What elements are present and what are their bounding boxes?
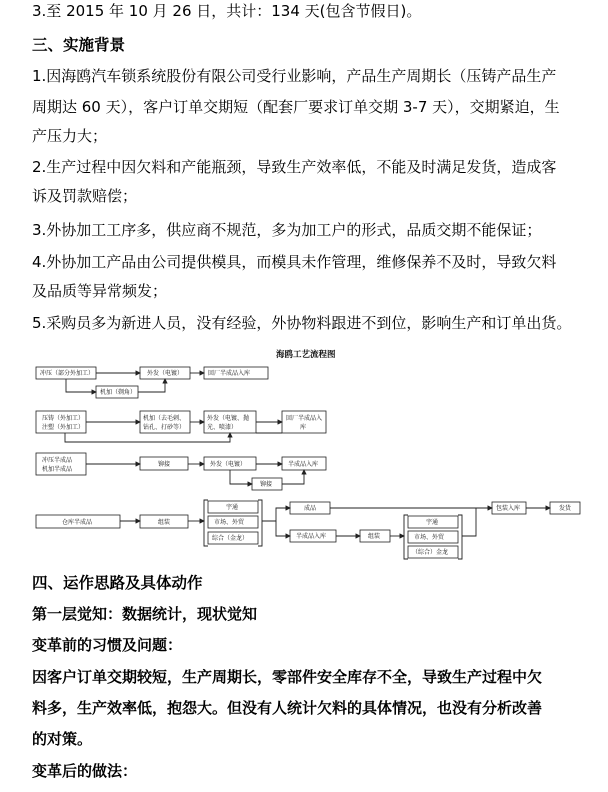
box-stamping-label: 冲压（部分外加工） bbox=[40, 370, 95, 377]
problem-line-1: 因客户订单交期较短，生产周期长，零部件安全库存不全，导致生产过程中欠 bbox=[32, 668, 543, 686]
box-machining-deburr-label-2: 钻孔、打砂等） bbox=[143, 424, 186, 431]
section-heading-background: 三、实施背景 bbox=[32, 36, 126, 54]
box-return-semi-stock-2-label-2: 库 bbox=[300, 424, 307, 431]
box-ship-label: 发货 bbox=[559, 505, 572, 512]
box-semi-stock-in-1-label: 半成品入库 bbox=[288, 461, 319, 468]
box-diecast-label: 压铸（外加工） bbox=[42, 415, 85, 422]
box-semi-stamp-label: 冲压半成品 bbox=[42, 457, 73, 464]
box-machining-deburr-label-1: 机加（去毛刺、 bbox=[143, 415, 186, 422]
level1-heading: 第一层觉知：数据统计，现状觉知 bbox=[32, 605, 258, 623]
group2-general-label: （综合）金龙 bbox=[412, 549, 449, 556]
flowchart-title: 海鸥工艺流程图 bbox=[276, 350, 336, 360]
background-line-6: 3.外协加工工序多，供应商不规范，多为加工户的形式，品质交期不能保证； bbox=[32, 221, 542, 239]
background-line-1: 1.因海鸥汽车锁系统股份有限公司受行业影响，产品生产周期长（压铸产品生产 bbox=[32, 67, 557, 85]
section-heading-operations: 四、运作思路及具体动作 bbox=[32, 574, 203, 592]
box-warehouse-semi-label: 仓库半成品 bbox=[62, 519, 93, 526]
box-semi-stock-in-2-label: 半成品入库 bbox=[296, 533, 327, 540]
background-line-5: 诉及罚款赔偿； bbox=[32, 187, 138, 205]
problem-line-2: 料多，生产效率低，抱怨大。但没有人统计欠料的具体情况，也没有分析改善 bbox=[32, 699, 543, 717]
group2-yutong-label: 宇通 bbox=[426, 519, 439, 526]
group1-general-label: 综合（金龙） bbox=[212, 535, 249, 542]
background-line-3: 产压力大； bbox=[32, 127, 108, 145]
box-riveting-2-label: 铆接 bbox=[260, 481, 273, 488]
background-line-4: 2.生产过程中因欠料和产能瓶颈，导致生产效率低，不能及时满足发货，造成客 bbox=[32, 158, 557, 176]
background-line-9: 5.采购员多为新进人员，没有经验，外协物料跟进不到位，影响生产和订单出货。 bbox=[32, 314, 572, 332]
box-injection-label: 注塑（外加工） bbox=[42, 424, 85, 431]
problem-line-3: 的对策。 bbox=[32, 730, 93, 748]
box-riveting-1-label: 铆接 bbox=[158, 461, 171, 468]
background-line-2: 周期达 60 天），客户订单交期短（配套厂要求订单交期 3-7 天），交期紧迫，生 bbox=[32, 98, 560, 116]
box-outsource-polish-label-1: 外发（电镀、抛 bbox=[207, 415, 250, 422]
background-line-8: 及品质等异常频发； bbox=[32, 282, 168, 300]
background-line-7: 4.外协加工产品由公司提供模具，而模具未作管理，维修保养不及时，导致欠料 bbox=[32, 253, 557, 271]
box-assembly-1-label: 组装 bbox=[158, 519, 171, 526]
box-return-semi-stock-2-label-1: 回厂半成品入 bbox=[286, 415, 323, 422]
group1-yutong-label: 宇通 bbox=[226, 504, 239, 511]
date-range-line: 3.至 2015 年 10 月 26 日，共计：134 天(包含节假日)。 bbox=[32, 2, 422, 20]
box-assembly-2-label: 组装 bbox=[368, 533, 381, 540]
box-semi-machined-label: 机加半成品 bbox=[42, 466, 73, 473]
after-change-heading: 变革后的做法： bbox=[32, 762, 138, 780]
group1-market-label: 市场、外贸 bbox=[214, 519, 245, 526]
before-change-heading: 变革前的习惯及问题： bbox=[32, 636, 183, 654]
box-finished-product-label: 成品 bbox=[304, 505, 317, 512]
box-outsource-plating-1-label: 外发（电镀） bbox=[147, 370, 184, 377]
group2-market-label: 市场、外贸 bbox=[414, 534, 445, 541]
box-pack-stock-in-label: 包装入库 bbox=[496, 505, 521, 512]
box-machining-chamfer-label: 机加（剃角） bbox=[100, 389, 137, 396]
box-outsource-polish-label-2: 光、喷漆） bbox=[207, 424, 238, 431]
box-outsource-plating-2-label: 外发（电镀） bbox=[210, 461, 247, 468]
box-return-semi-stock-1-label: 回厂半成品入库 bbox=[208, 370, 251, 377]
